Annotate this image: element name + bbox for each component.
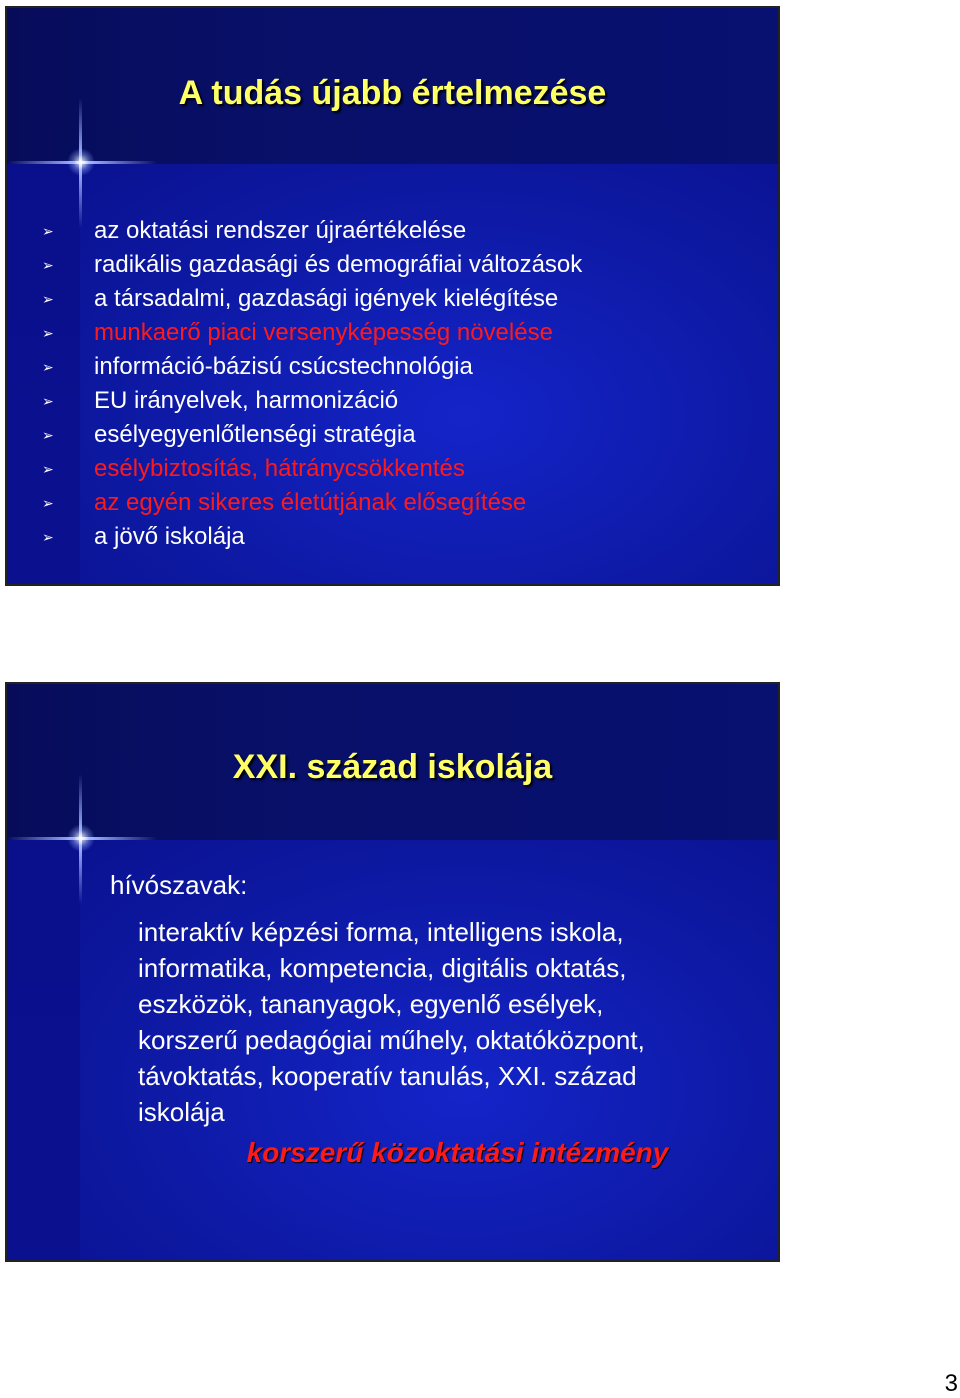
bullet-item xyxy=(37,282,582,316)
bullet-text: az egyén sikeres életútjának elősegítése xyxy=(94,489,527,516)
slide-2 xyxy=(5,682,780,1262)
light-flare-glow xyxy=(67,148,95,176)
arrow-right-icon: ➢ xyxy=(42,461,54,477)
keywords-line: távoktatás, kooperatív tanulás, XXI. század xyxy=(138,1061,637,1091)
bullet-text: a jövő iskolája xyxy=(94,523,245,550)
bullet-text: radikális gazdasági és demográfiai változások xyxy=(94,251,583,278)
keywords-line: eszközök, tananyagok, egyenlő esélyek, xyxy=(138,989,604,1019)
slide-title: A tudás újabb értelmezése xyxy=(178,74,607,112)
arrow-right-icon: ➢ xyxy=(42,427,54,443)
bullet-item xyxy=(37,486,582,520)
arrow-right-icon: ➢ xyxy=(42,325,54,341)
keywords-line: interaktív képzési forma, intelligens iskola, xyxy=(138,917,624,947)
keywords-label: hívószavak: xyxy=(110,870,248,900)
bullet-item xyxy=(37,384,582,418)
bullet-text: munkaerő piaci versenyképesség növelése xyxy=(94,319,553,346)
arrow-right-icon: ➢ xyxy=(42,393,54,409)
arrow-right-icon: ➢ xyxy=(42,257,54,273)
bullet-text: információ-bázisú csúcstechnológia xyxy=(94,353,473,380)
keywords-text xyxy=(138,914,758,1130)
bullet-text: EU irányelvek, harmonizáció xyxy=(94,387,399,414)
bullet-item xyxy=(37,418,582,452)
keywords-line: informatika, kompetencia, digitális oktatás, xyxy=(138,953,627,983)
arrow-right-icon: ➢ xyxy=(42,359,54,375)
bullet-item xyxy=(37,316,582,350)
light-flare-glow xyxy=(67,824,95,852)
bullet-list xyxy=(37,214,582,554)
page-number: 3 xyxy=(944,1370,958,1397)
keywords-line: korszerű pedagógiai műhely, oktatóközpont, xyxy=(138,1025,645,1055)
arrow-right-icon: ➢ xyxy=(42,495,54,511)
bullet-item xyxy=(37,214,582,248)
bullet-item xyxy=(37,520,582,554)
slide-1 xyxy=(5,6,780,586)
bullet-item xyxy=(37,248,582,282)
keywords-line: iskolája xyxy=(138,1097,225,1127)
slide-title: XXI. század iskolája xyxy=(232,748,553,786)
arrow-right-icon: ➢ xyxy=(42,529,54,545)
arrow-right-icon: ➢ xyxy=(42,223,54,239)
bullet-text: esélybiztosítás, hátránycsökkentés xyxy=(94,455,465,482)
bullet-text: az oktatási rendszer újraértékelése xyxy=(94,217,467,244)
bullet-text: esélyegyenlőtlenségi stratégia xyxy=(94,421,416,448)
bullet-text: a társadalmi, gazdasági igények kielégítése xyxy=(94,285,559,312)
arrow-right-icon: ➢ xyxy=(42,291,54,307)
emphasis-text: korszerű közoktatási intézmény xyxy=(246,1137,669,1168)
bullet-item xyxy=(37,350,582,384)
bullet-item xyxy=(37,452,582,486)
